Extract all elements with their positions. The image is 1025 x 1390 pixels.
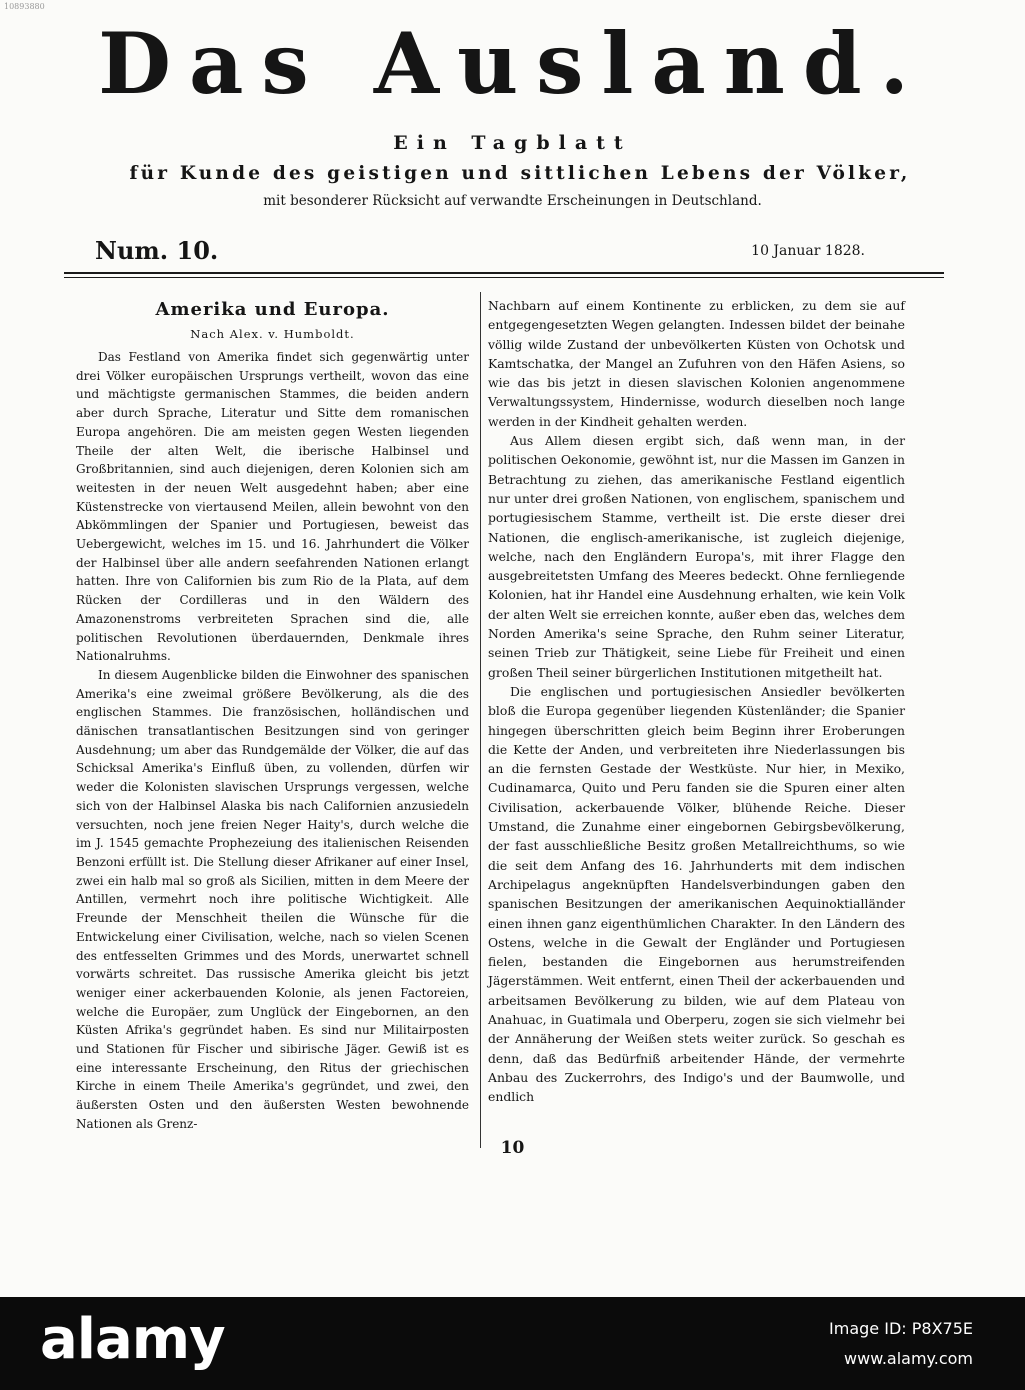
alamy-logo: alamy bbox=[40, 1307, 225, 1372]
paragraph: Aus Allem diesen ergibt sich, daß wenn man, in der politischen Oekonomie, gewöhnt ist, nur die Massen im Ganzen in Betrachtung zu ziehen, das amerikanische Festland eigentlich nur unter drei großen Nationen, von englischem, spanischem und portugiesischem Stamme, vertheilt ist. Die erste dieser drei Nationen, die englisch-amerikanische, ist zugleich diejenige, welche, nach den Engländern Europa's, mit ihrer Flagge den ausgebreitetsten Umfang des Meeres bedeckt. Ohne fernliegende Kolonien, hat ihr Handel eine Ausdehnung erhalten, wie kein Volk der alten Welt sie erreichen konnte, außer eben das, welches dem Norden Amerika's seine Sprache, den Ruhm seiner Literatur, seinen Trieb zur Thätigkeit, seine Liebe für Freiheit und einen großen Theil seiner bürgerlichen Institutionen mitgetheilt hat. bbox=[488, 433, 905, 680]
article-byline: Nach Alex. v. Humboldt. bbox=[190, 327, 355, 341]
paragraph: Die englischen und portugiesischen Ansiedler bevölkerten bloß die Europa gegenüber liegenden Küstenländer; die Spanier hingegen überschritten gleich beim Beginn ihrer Eroberungen die Kette der Anden, und verbreiteten ihre Niederlassungen bis an die fernsten Gestade der Westküste. Nur hier, in Mexiko, Cudinamarca, Quito und Peru fanden sie die Spuren einer alten Civilisation, ackerbauende Völker, blühende Reiche. Dieser Umstand, die Zunahme einer eingebornen Gebirgsbevölkerung, der fast ausschließliche Besitz großen Metallreichthums, so wie die seit dem Anfang des 16. Jahrhunderts mit dem indischen Archipelagus angeknüpften Handelsverbindungen gaben den spanischen Besitzungen der amerikanischen Aequinoktialländer einen ihnen ganz eigenthümlichen Charakter. In den Ländern des Ostens, welche in die Gewalt der Engländer und Portugiesen fielen, bestanden die Eingebornen aus herumstreifenden Jägerstämmen. Weit entfernt, einen Theil der ackerbauenden und arbeitsamen Bevölkerung zu bilden, wie auf dem Plateau von Anahuac, in Guatimala und Oberperu, zogen sie sich vielmehr bei der Annäherung der Weißen stets weiter zurück. So geschah es denn, daß das Bedürfniß arbeitender Hände, der vermehrte Anbau des Zuckerrohrs, des Indigo's und der Baumwolle, und endlich bbox=[488, 683, 905, 1105]
scan-id: 10893880 bbox=[4, 2, 45, 11]
tagline-secondary: für Kunde des geistigen und sittlichen Lebens der Völker, bbox=[129, 163, 911, 184]
column-divider bbox=[480, 292, 481, 1148]
header-rule-top bbox=[64, 272, 944, 274]
paragraph: In diesem Augenblicke bilden die Einwohner des spanischen Amerika's eine zweimal größere Bevölkerung, als die des englischen Stammes. Die französischen, holländischen und dänischen transatlantischen Besitzungen sind von geringer Ausdehnung; um aber das Rundgemälde der Völker, die auf das Schicksal Amerika's Einfluß üben, zu vollenden, dürfen wir weder die Kolonisten slavischen Ursprungs vergessen, welche sich von der Halbinsel Alaska bis nach Californien anzusiedeln versuchten, noch jene freien Neger Haity's, durch welche die im J. 1545 gemachte Prophezeiung des italienischen Reisenden Benzoni erfüllt ist. Die Stellung dieser Afrikaner auf einer Insel, zwei ein halb mal so groß als Sicilien, mitten in dem Meere der Antillen, vermehrt noch ihre politische Wichtigkeit. Alle Freunde der Menschheit theilen die Wünsche für die Entwickelung einer Civilisation, welche, nach so vielen Scenen des entfesselten Grimmes und des Mords, unerwartet schnell vorwärts schreitet. Das russische Amerika gleicht bis jetzt weniger einer ackerbauenden Kolonie, als jenen Factoreien, welche die Europäer, zum Unglück der Eingebornen, an den Küsten Afrika's gegründet haben. Es sind nur Militairposten und Stationen für Fischer und sibirische Jäger. Gewiß ist es eine interessante Erscheinung, den Ritus der griechischen Kirche in einem Theile Amerika's gegründet, und zwei, den äußersten Osten und den äußersten Westen bewohnende Nationen als Grenz- bbox=[76, 667, 469, 1131]
tagline-tertiary: mit besonderer Rücksicht auf verwandte Erscheinungen in Deutschland. bbox=[263, 193, 762, 209]
issue-number: Num. 10. bbox=[95, 236, 219, 265]
stock-watermark-banner bbox=[0, 1297, 1025, 1390]
site-url: www.alamy.com bbox=[844, 1349, 973, 1368]
paragraph: Nachbarn auf einem Kontinente zu erblicken, zu dem sie auf entgegengesetzten Wegen gelangten. Indessen bildet der beinahe völlig wilde Zustand der unbevölkerten Küsten von Ochotsk und Kamtschatka, der Mangel an Zufuhren von den Häfen Asiens, so wie das bis jetzt in diesen slavischen Kolonien angenommene Verwaltungssystem, Hindernisse, wodurch dieselben noch lange werden in der Kindheit gehalten werden. bbox=[488, 298, 905, 429]
right-column bbox=[488, 296, 905, 1106]
tagline-primary: Ein Tagblatt bbox=[393, 132, 632, 154]
article-title: Amerika und Europa. bbox=[155, 299, 390, 320]
left-column bbox=[76, 296, 469, 1134]
image-id: Image ID: P8X75E bbox=[829, 1319, 973, 1338]
header-rule-bottom bbox=[64, 277, 944, 278]
masthead-title: Das Ausland. bbox=[98, 14, 927, 113]
issue-date: 10 Januar 1828. bbox=[751, 243, 865, 259]
paragraph: Das Festland von Amerika findet sich gegenwärtig unter drei Völker europäischen Ursprungs vertheilt, wovon das eine und mächtigste germanischen Stammes, die beiden andern aber durch Sprache, Literatur und Sitte dem romanischen Europa angehören. Die am meisten gegen Westen liegenden Theile der alten Welt, die iberische Halbinsel und Großbritannien, sind auch diejenigen, deren Kolonien sich am weitesten in der neuen Welt ausgedehnt haben; aber eine Küstenstrecke von viertausend Meilen, allein bewohnt von den Abkömmlingen der Spanier und Portugiesen, beweist das Uebergewicht, welches im 15. und 16. Jahrhundert die Völker der Halbinsel über alle andern seefahrenden Nationen erlangt hatten. Ihre von Californien bis zum Rio de la Plata, auf dem Rücken der Cordilleras und in den Wäldern des Amazonenstroms verbreiteten Sprachen sind die, alle politischen Revolutionen überdauernden, Denkmale ihres Nationalruhms. bbox=[76, 350, 469, 664]
page-number: 10 bbox=[500, 1138, 525, 1158]
